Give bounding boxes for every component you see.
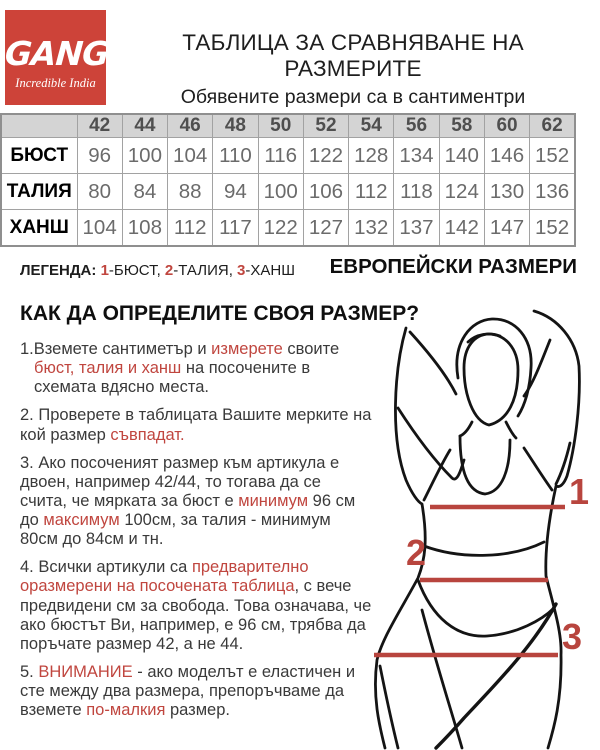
text-segment: съвпадат.: [110, 425, 185, 444]
measurement-figure: [372, 308, 600, 750]
text-segment: 1: [100, 262, 109, 279]
how-to-step: [20, 340, 372, 397]
size-value-cell: 112: [168, 210, 213, 247]
size-value-cell: 116: [258, 138, 303, 174]
text-segment: 3: [237, 262, 246, 279]
size-column-header: 58: [439, 114, 484, 138]
text-segment: максимум: [43, 511, 120, 529]
size-value-cell: 122: [303, 138, 348, 174]
size-column-header: 54: [349, 114, 394, 138]
brand-name: GANG: [3, 34, 110, 73]
table-row: [1, 174, 575, 210]
brand-tagline: Incredible India: [15, 76, 96, 90]
how-to-steps: [20, 340, 372, 729]
text-segment: на посочените в схемата вдясно места.: [34, 359, 311, 397]
size-value-cell: 84: [122, 174, 167, 210]
table-row: [1, 210, 575, 247]
measurement-row-label: БЮСТ: [1, 138, 77, 174]
size-value-cell: 136: [530, 174, 575, 210]
text-segment: ЛЕГЕНДА:: [20, 262, 101, 279]
text-segment: 4. Всички артикули са: [20, 558, 192, 577]
size-value-cell: 117: [213, 210, 258, 247]
hip-number-label: 3: [562, 616, 583, 657]
size-value-cell: 100: [258, 174, 303, 210]
size-value-cell: 108: [122, 210, 167, 247]
text-segment: бюст, талия и ханш: [34, 359, 182, 378]
page-title: ТАБЛИЦА ЗА СРАВНЯВАНЕ НА РАЗМЕРИТЕ: [182, 30, 524, 81]
size-value-cell: 127: [303, 210, 348, 247]
size-column-header: 52: [303, 114, 348, 138]
size-column-header: 46: [168, 114, 213, 138]
text-segment: 3. Ако посоченият размер към артикула е двоен, например 42/44, то тогава да се счита, че мярката за бюст е: [20, 453, 340, 510]
region-label: ЕВРОПЕЙСКИ РАЗМЕРИ: [329, 255, 577, 278]
size-value-cell: 146: [484, 138, 529, 174]
size-value-cell: 94: [213, 174, 258, 210]
text-segment: минимум: [238, 491, 309, 510]
text-segment: 5.: [20, 662, 39, 681]
text-segment: 100см, за талия - минимум 80см до 84см и тн.: [20, 511, 331, 549]
text-segment: своите: [282, 340, 340, 358]
measurement-row-label: ТАЛИЯ: [1, 174, 77, 210]
size-value-cell: 128: [349, 138, 394, 174]
text-segment: -ХАНШ: [245, 262, 295, 279]
size-value-cell: 152: [530, 138, 575, 174]
text-segment: предварително оразмерени на посочената таблица: [20, 558, 309, 596]
text-segment: по-малкия: [86, 701, 166, 720]
size-value-cell: 118: [394, 174, 439, 210]
size-column-header: 62: [530, 114, 575, 138]
text-segment: 2: [164, 262, 174, 279]
text-segment: ВНИМАНИЕ: [38, 662, 133, 681]
body-outline-illustration: [372, 308, 600, 750]
text-segment: , с вече предвидени см за свобода. Това означава, че ако бюстът Ви, например, е 96 см, трябва да поръчате размер 42, а не 44.: [20, 577, 372, 653]
page-subtitle: Обявените размери са в сантиментри: [180, 86, 526, 108]
waist-number-label: 2: [406, 532, 427, 573]
size-value-cell: 134: [394, 138, 439, 174]
how-to-step: [20, 406, 372, 444]
size-column-header: 56: [394, 114, 439, 138]
how-to-heading: КАК ДА ОПРЕДЕЛИТЕ СВОЯ РАЗМЕР?: [20, 302, 420, 325]
legend: [20, 262, 295, 279]
header: [112, 30, 594, 109]
table-corner-cell: [1, 114, 77, 138]
size-value-cell: 137: [394, 210, 439, 247]
size-value-cell: 130: [484, 174, 529, 210]
how-to-step: [20, 663, 372, 720]
size-value-cell: 122: [258, 210, 303, 247]
size-value-cell: 106: [303, 174, 348, 210]
text-segment: 2. Проверете в таблицата Вашите мерките на кой размер: [20, 406, 372, 444]
size-value-cell: 140: [439, 138, 484, 174]
text-segment: измерете: [211, 340, 283, 358]
size-column-header: 44: [122, 114, 167, 138]
text-segment: 1.Вземете сантиметър и: [20, 340, 212, 358]
text-segment: -БЮСТ,: [108, 262, 165, 279]
text-segment: размер.: [165, 701, 230, 720]
size-column-header: 60: [484, 114, 529, 138]
size-value-cell: 142: [439, 210, 484, 247]
size-value-cell: 112: [349, 174, 394, 210]
text-segment: - ако моделът е еластичен и сте между два размера, препоръчваме да вземете: [20, 662, 356, 720]
brand-logo: [3, 10, 110, 105]
how-to-step: [20, 558, 372, 654]
how-to-step: [20, 454, 372, 550]
size-column-header: 42: [77, 114, 122, 138]
text-segment: -ТАЛИЯ,: [173, 262, 238, 279]
size-column-header: 50: [258, 114, 303, 138]
size-value-cell: 124: [439, 174, 484, 210]
size-table: [0, 113, 576, 247]
size-value-cell: 104: [77, 210, 122, 247]
size-value-cell: 100: [122, 138, 167, 174]
text-segment: 96 см до: [20, 491, 356, 529]
size-column-header: 48: [213, 114, 258, 138]
size-value-cell: 110: [213, 138, 258, 174]
size-value-cell: 88: [168, 174, 213, 210]
size-value-cell: 152: [530, 210, 575, 247]
size-value-cell: 104: [168, 138, 213, 174]
table-row: [1, 138, 575, 174]
measurement-row-label: ХАНШ: [1, 210, 77, 247]
size-value-cell: 96: [77, 138, 122, 174]
size-value-cell: 147: [484, 210, 529, 247]
bust-number-label: 1: [569, 471, 590, 512]
size-value-cell: 80: [77, 174, 122, 210]
size-value-cell: 132: [349, 210, 394, 247]
